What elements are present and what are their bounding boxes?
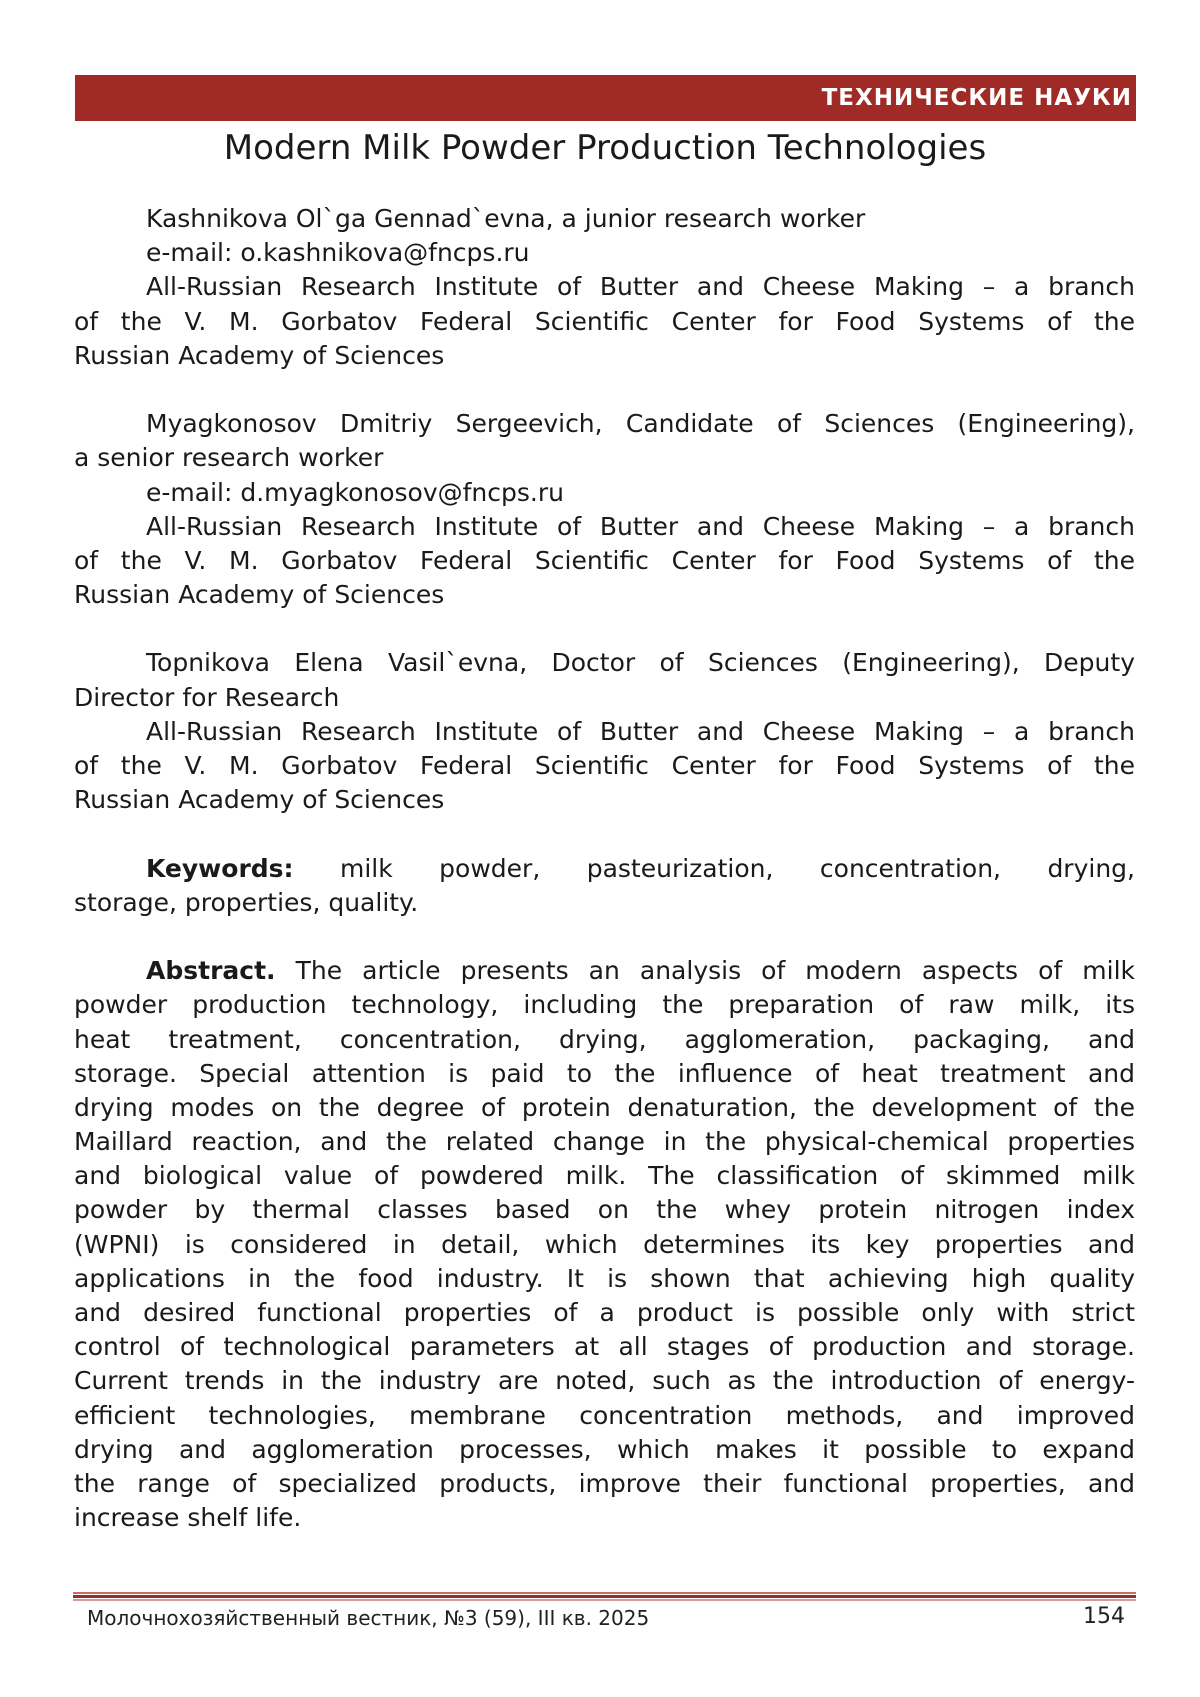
line-text: of the V. M. Gorbatov Federal Scientific Center for Food Systems of the xyxy=(74,307,1135,336)
article-body xyxy=(74,202,1135,1535)
line-text: Russian Academy of Sciences xyxy=(74,785,444,814)
article-title: Modern Milk Powder Production Technologies xyxy=(0,126,1200,170)
line-text: The article presents an analysis of modern aspects of milk xyxy=(276,956,1135,985)
line-text: e-mail: d.myagkonosov@fncps.ru xyxy=(146,478,564,507)
line-text: storage, properties, quality. xyxy=(74,888,418,917)
text-line xyxy=(74,1467,1135,1501)
text-line xyxy=(74,1057,1135,1091)
line-text: e-mail: o.kashnikova@fncps.ru xyxy=(146,238,530,267)
text-line xyxy=(74,1228,1135,1262)
text-line xyxy=(74,407,1135,441)
text-line xyxy=(74,476,1135,510)
line-text: heat treatment, concentration, drying, agglomeration, packaging, and xyxy=(74,1025,1135,1054)
text-line xyxy=(74,236,1135,270)
section-label: ТЕХНИЧЕСКИЕ НАУКИ xyxy=(822,85,1132,111)
line-text: drying modes on the degree of protein denaturation, the development of the xyxy=(74,1093,1135,1122)
line-text: Russian Academy of Sciences xyxy=(74,580,444,609)
line-text: applications in the food industry. It is shown that achieving high quality xyxy=(74,1264,1135,1293)
blank-line xyxy=(74,817,1135,851)
line-text: powder production technology, including the preparation of raw milk, its xyxy=(74,990,1135,1019)
text-line xyxy=(74,544,1135,578)
text-line xyxy=(74,783,1135,817)
text-line xyxy=(74,1501,1135,1535)
line-text: All-Russian Research Institute of Butter and Cheese Making – a branch xyxy=(146,272,1135,301)
text-line xyxy=(74,1330,1135,1364)
line-text: Topnikova Elena Vasil`evna, Doctor of Sciences (Engineering), Deputy xyxy=(146,648,1135,677)
text-line xyxy=(74,988,1135,1022)
text-line xyxy=(74,1125,1135,1159)
line-text: and biological value of powdered milk. The classification of skimmed milk xyxy=(74,1161,1135,1190)
line-text: Maillard reaction, and the related change in the physical-chemical properties xyxy=(74,1127,1135,1156)
line-text: of the V. M. Gorbatov Federal Scientific Center for Food Systems of the xyxy=(74,751,1135,780)
line-text: Current trends in the industry are noted, such as the introduction of energy- xyxy=(74,1366,1135,1395)
line-text: All-Russian Research Institute of Butter and Cheese Making – a branch xyxy=(146,717,1135,746)
line-text: drying and agglomeration processes, which makes it possible to expand xyxy=(74,1435,1135,1464)
line-text: (WPNI) is considered in detail, which determines its key properties and xyxy=(74,1230,1135,1259)
text-line xyxy=(74,886,1135,920)
text-line xyxy=(74,202,1135,236)
text-line xyxy=(74,1364,1135,1398)
line-text: efficient technologies, membrane concentration methods, and improved xyxy=(74,1401,1135,1430)
line-text: increase shelf life. xyxy=(74,1503,301,1532)
line-text: Myagkonosov Dmitriy Sergeevich, Candidate of Sciences (Engineering), xyxy=(146,409,1135,438)
line-text: Russian Academy of Sciences xyxy=(74,341,444,370)
footer-rule xyxy=(73,1599,1136,1601)
line-text: a senior research worker xyxy=(74,443,383,472)
line-text: Kashnikova Ol`ga Gennad`evna, a junior research worker xyxy=(146,204,865,233)
text-line xyxy=(74,1296,1135,1330)
text-line xyxy=(74,749,1135,783)
line-text: and desired functional properties of a product is possible only with strict xyxy=(74,1298,1135,1327)
journal-citation: Молочнохозяйственный вестник, №3 (59), III кв. 2025 xyxy=(87,1606,649,1630)
line-text: storage. Special attention is paid to the influence of heat treatment and xyxy=(74,1059,1135,1088)
text-line xyxy=(74,715,1135,749)
text-line xyxy=(74,681,1135,715)
line-text: All-Russian Research Institute of Butter and Cheese Making – a branch xyxy=(146,512,1135,541)
line-text: powder by thermal classes based on the whey protein nitrogen index xyxy=(74,1195,1135,1224)
text-line xyxy=(74,646,1135,680)
text-line xyxy=(74,1399,1135,1433)
text-line xyxy=(74,1023,1135,1057)
line-text: of the V. M. Gorbatov Federal Scientific Center for Food Systems of the xyxy=(74,546,1135,575)
page-number: 154 xyxy=(1083,1604,1125,1629)
line-text: milk powder, pasteurization, concentration, drying, xyxy=(294,854,1135,883)
text-line xyxy=(74,1091,1135,1125)
section-header-bar xyxy=(75,75,1136,121)
text-line xyxy=(74,270,1135,304)
text-line xyxy=(74,1159,1135,1193)
line-text: control of technological parameters at all stages of production and storage. xyxy=(74,1332,1135,1361)
text-line xyxy=(74,1193,1135,1227)
text-line xyxy=(74,339,1135,373)
line-text: Director for Research xyxy=(74,683,339,712)
footer-rule xyxy=(73,1592,1136,1594)
blank-line xyxy=(74,920,1135,954)
text-line xyxy=(74,1433,1135,1467)
bold-label: Abstract. xyxy=(146,956,276,985)
text-line xyxy=(74,954,1135,988)
text-line xyxy=(74,305,1135,339)
text-line xyxy=(74,578,1135,612)
text-line xyxy=(74,852,1135,886)
text-line xyxy=(74,1262,1135,1296)
blank-line xyxy=(74,373,1135,407)
text-line xyxy=(74,441,1135,475)
bold-label: Keywords: xyxy=(146,854,294,883)
footer-rule xyxy=(73,1595,1136,1598)
text-line xyxy=(74,510,1135,544)
line-text: the range of specialized products, improve their functional properties, and xyxy=(74,1469,1135,1498)
blank-line xyxy=(74,612,1135,646)
